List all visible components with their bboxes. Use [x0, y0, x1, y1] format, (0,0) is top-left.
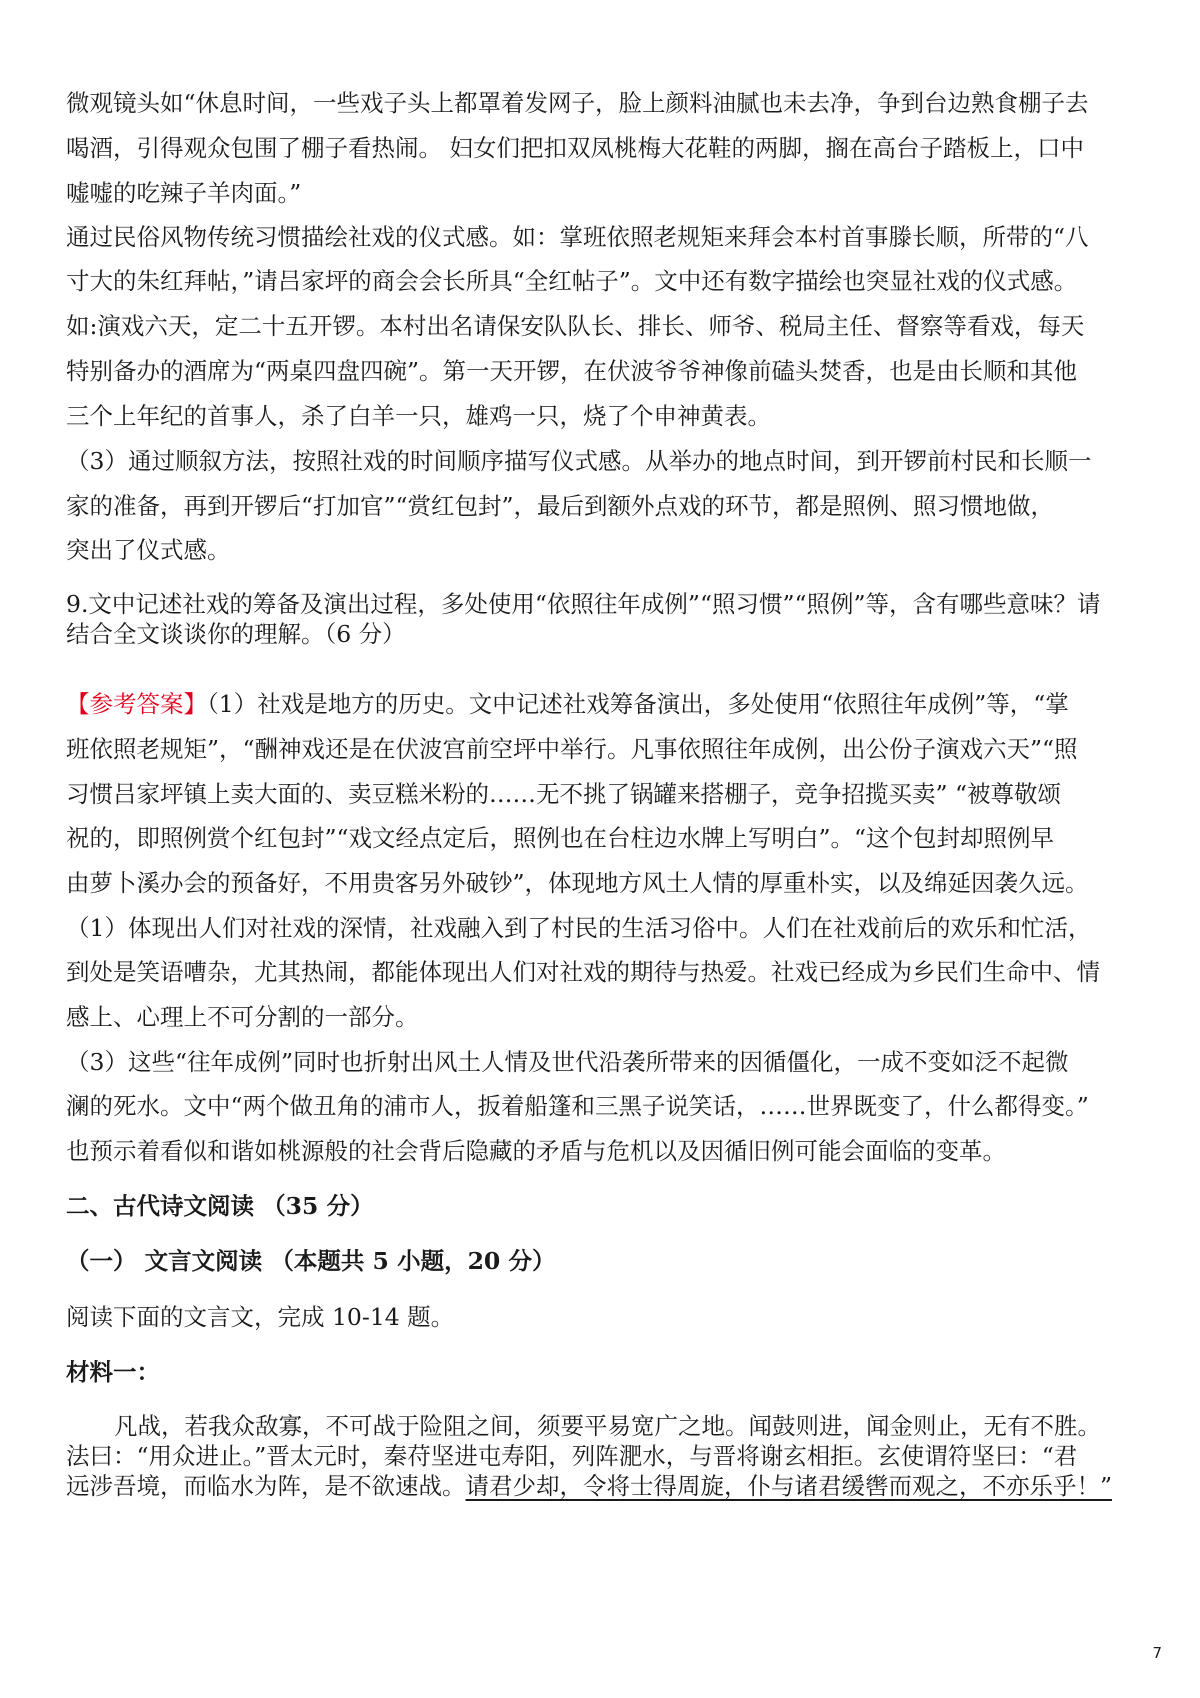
text-line: 特别备办的酒席为“两桌四盘四碗”。第一天开锣，在伏波爷爷神像前磕头焚香，也是由长顺和其他: [66, 357, 1078, 385]
answer-line: 感上、心理上不可分割的一部分。: [66, 1003, 419, 1031]
answer-text: （1）社戏是地方的历史。文中记述社戏筹备演出，多处使用“依照往年成例”等，“掌: [207, 690, 1069, 718]
text-line: 喝酒，引得观众包围了棚子看热闹。 妇女们把扣双凤桃梅大花鞋的两脚，搁在高台子踏板上，口中: [66, 134, 1084, 162]
text-line: 嘘嘘的吃辣子羊肉面。”: [66, 179, 302, 207]
text-line: 三个上年纪的首事人，杀了白羊一只，雄鸡一只，烧了个申神黄表。: [66, 402, 771, 430]
material-text: 远涉吾境，而临水为阵，是不欲速战。: [66, 1472, 466, 1500]
answer-line: 习惯吕家坪镇上卖大面的、卖豆糕米粉的……无不挑了锅罐来搭棚子，竞争招揽买卖” “被尊敬颂: [66, 780, 1061, 808]
text-line: 通过民俗风物传统习惯描绘社戏的仪式感。如：掌班依照老规矩来拜会本村首事滕长顺，所带的“八: [66, 223, 1089, 251]
answer-line: （3）这些“往年成例”同时也折射出风土人情及世代沿袭所带来的因循僵化，一成不变如泛不起微: [66, 1048, 1069, 1076]
section-heading: 二、古代诗文阅读 （35 分）: [66, 1192, 374, 1220]
answer-line: 由萝卜溪办会的预备好，不用贵客另外破钞”，体现地方风土人情的厚重朴实，以及绵延因袭久远。: [66, 869, 1089, 897]
text-line: 家的准备，再到开锣后“打加官”“赏红包封”，最后到额外点戏的环节，都是照例、照习惯地做，: [66, 492, 1055, 520]
answer-line: （1）体现出人们对社戏的深情，社戏融入到了村民的生活习俗中。人们在社戏前后的欢乐和忙活，: [66, 914, 1092, 942]
answer-line: [66, 689, 1146, 719]
text-line: 微观镜头如“休息时间，一些戏子头上都罩着发网子，脸上颜料油腻也未去净，争到台边熟食棚子去: [66, 89, 1089, 117]
text-line: 寸大的朱红拜帖，”请吕家坪的商会会长所具“全红帖子”。文中还有数字描绘也突显社戏的仪式感。: [66, 267, 1078, 295]
section-instruction: 阅读下面的文言文，完成 10-14 题。: [66, 1303, 455, 1331]
answer-line: 祝的，即照例赏个红包封”“戏文经点定后，照例也在台柱边水牌上写明白”。“这个包封却照例早: [66, 824, 1055, 852]
underlined-sentence: 请君少却，令将士得周旋，仆与诸君缓辔而观之，不亦乐乎！”: [465, 1472, 1113, 1500]
answer-line: 也预示着看似和谐如桃源般的社会背后隐藏的矛盾与危机以及因循旧例可能会面临的变革。: [66, 1137, 1006, 1165]
answer-line: 澜的死水。文中“两个做丑角的浦市人，扳着船篷和三黑子说笑话，……世界既变了，什么都得变。”: [66, 1092, 1089, 1120]
material-label: 材料一：: [66, 1358, 160, 1386]
material-line: 法曰：“用众进止。”晋太元时，秦苻坚进屯寿阳，列阵淝水，与晋将谢玄相拒。玄使谓符坚曰：“君: [66, 1442, 1078, 1470]
material-line: 凡战，若我众敌寡，不可战于险阻之间，须要平易宽广之地。闻鼓则进，闻金则止，无有不胜。: [114, 1412, 1101, 1440]
answer-tag: 【参考答案】: [66, 690, 207, 718]
answer-line: 班依照老规矩”，“酬神戏还是在伏波宫前空坪中举行。凡事依照往年成例，出公份子演戏六天”“照: [66, 735, 1078, 763]
text-line: （3）通过顺叙方法，按照社戏的时间顺序描写仪式感。从举办的地点时间，到开锣前村民和长顺一: [66, 447, 1092, 475]
answer-line: 到处是笑语嘈杂，尤其热闹，都能体现出人们对社戏的期待与热爱。社戏已经成为乡民们生命中、情: [66, 958, 1100, 986]
question-text: 9.文中记述社戏的筹备及演出过程，多处使用“依照往年成例”“照习惯”“照例”等，含有哪些意味？请: [66, 590, 1101, 618]
page-number: 7: [1152, 1644, 1162, 1662]
text-line: 如:演戏六天，定二十五开锣。本村出名请保安队队长、排长、师爷、税局主任、督察等看戏，每天: [66, 312, 1085, 340]
text-line: 突出了仪式感。: [66, 536, 231, 564]
material-line: [66, 1471, 1146, 1501]
question-text: 结合全文谈谈你的理解。（6 分）: [66, 620, 406, 648]
section-subheading: （一） 文言文阅读 （本题共 5 小题，20 分）: [66, 1247, 556, 1275]
